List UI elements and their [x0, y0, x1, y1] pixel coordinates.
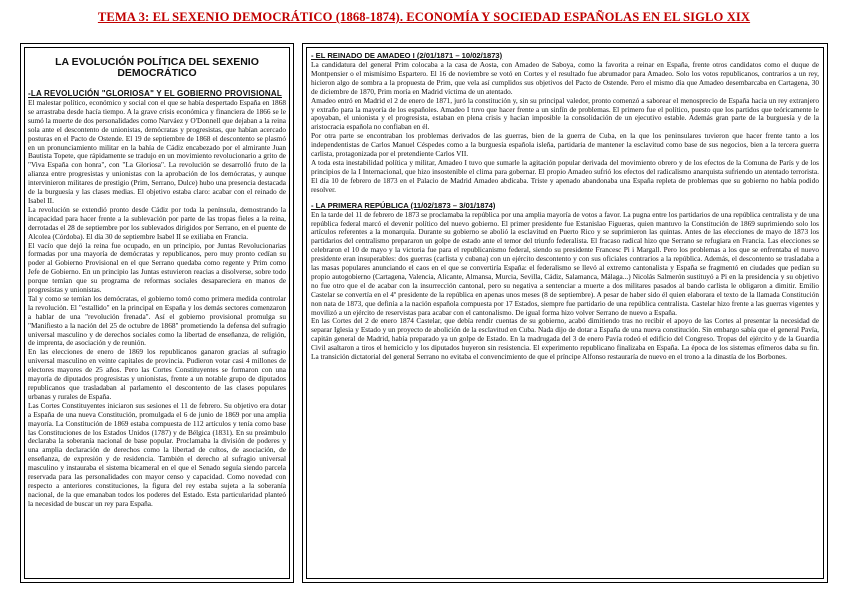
paragraph: La revolución se extendió pronto desde Cádiz por toda la península, demostrando la incapacidad para hacer frente a la sublevación por parte de las tropas fieles a la reina, derrotadas el 28 de septiembre por los sublevados dirigidos por Serrano, en el puente de Alcolea (Córdoba). El día 30 de septiembre Isabel II se exiliaba en Francia. [28, 204, 286, 241]
paragraph: Por otra parte se encontraban los problemas derivados de las guerras, bien de la guerra de Cuba, en la que los peninsulares tuvieron que hacer frente tanto a los independentistas de Carlos Manuel Céspedes como a la burguesía española isleña, partidaria de mantener la esclavitud como base de sus negocios, bien a la tercera guerra carlista, protagonizada por el pretendiente Carlos VII. [311, 131, 819, 159]
paragraph: Las Cortes Constituyentes iniciaron sus sesiones el 11 de febrero. Su objetivo era dotar a España de una nueva Constitución, promulgada el 6 de junio de 1869 por una amplia mayoría. La Constitución de 1869 estaba compuesta de 112 artículos y tenía como base las Constituciones de los Estados Unidos (1787) y de Bélgica (1831). En su preámbulo declaraba la soberanía nacional de base popular. Proclamaba la división de poderes y una amplia declaración de derechos como la libertad de cultos, de asociación, de enseñanza, de expresión y de residencia. También el derecho al sufragio universal masculino y instauraba el sistema bicameral en el que el Senado seguía siendo parcela reservada para las personalidades con mayor censo y capacidad. Como novedad con respecto a anteriores constituciones, la figura del rey estaba sujeta a la soberanía nacional, de la que emanaban todos los poderes del Estado. Esta particularidad planteó la necesidad de buscar un rey para España. [28, 400, 286, 508]
page-title: TEMA 3: EL SEXENIO DEMOCRÁTICO (1868-1874). ECONOMÍA Y SOCIEDAD ESPAÑOLAS EN EL SIGLO XIX [97, 10, 751, 24]
paragraph: Amadeo entró en Madrid el 2 de enero de 1871, juró la constitución y, sin su principal valedor, pronto comenzó a saborear el menosprecio de España hacia un rey extranjero y extraño para la mayoría de los españoles. Amadeo I tuvo que hacer frente a un sinfín de problemas. El primero fue el político, puesto que los partidos que teóricamente le apoyaban, el unionista y el progresista, estaban en plena crisis y hacían imposible la consolidación de un ejecutivo estable. Además gran parte de la burguesía y de la aristocracia española no confiaban en él. [311, 95, 819, 132]
left-column-title: LA EVOLUCIÓN POLÍTICA DEL SEXENIO DEMOCRÁTICO [55, 56, 259, 79]
section-heading-revolucion: -LA REVOLUCIÓN "GLORIOSA" Y EL GOBIERNO PROVISIONAL [28, 89, 282, 98]
paragraph: El malestar político, económico y social con el que se había despertado España en 1868 se arrastraba desde hacía tiempo. A la grave crisis económica y financiera de 1866 se le sumó la muerte de dos personalidades como Narváez y O'Donnell que dejaban a la reina sola ante el descontento de unionistas, demócratas y progresistas, que habían acercado posturas en el Pacto de Ostende. El 19 de septiembre de 1868 el descontento se plasmó en un pronunciamiento militar en la bahía de Cádiz encabezado por el almirante Juan Bautista Topete, que rápidamente se tradujo en un movimiento revolucionario a grito de "Viva España con honra", con "La Gloriosa". La revolución se desarrolló fruto de la alianza entre progresistas y unionistas con la aprobación de los demócratas, y aunque intervinieron militares de prestigio (Prim, Serrano, Dulce) hubo una presencia destacada de la burguesía y las clases medias. El objetivo estaba claro: acabar con el reinado de Isabel II. [28, 98, 286, 205]
paragraph: El vacío que dejó la reina fue ocupado, en un principio, por Juntas Revolucionarias formadas por una mayoría de demócratas y republicanos, pero muy pronto cedían su poder al Gobierno Provisional en el que Serrano quedaba como regente y Prim como Jefe de Gobierno. En un principio las Juntas estuvieron reacias a disolverse, sobre todo porque temían que su programa de reformas sociales desapareciera en manos de progresistas y unionistas. [28, 240, 286, 295]
left-column [20, 43, 294, 583]
paragraph: La candidatura del general Prim colocaba a la casa de Aosta, con Amadeo de Saboya, como la favorita a reinar en España, frente otros candidatos como el duque de Montpensier o el mismísimo Espartero. El 16 de noviembre se votó en Cortes y el resultado fue abrumador para Amadeo. Solo los votos republicanos, contrarios a un rey, hicieron algo de sombra a la propuesta de Prim, que vela así cumplidos sus objetivos del Pacto de Ostende. Pero el mismo día que Amadeo desembarcaba en Cartagena, 30 de diciembre de 1870, Prim moría en Madrid víctima de un atentado. [311, 60, 819, 96]
section-heading-amadeo: - EL REINADO DE AMADEO I (2/01/1871 – 10/02/1873) [311, 51, 503, 60]
paragraph: A toda esta inestabilidad política y militar, Amadeo I tuvo que sumarle la agitación popular derivada del movimiento obrero y de los efectos de la Comuna de París y de los principios de la I Internacional, que hizo insostenible el clima para gobernar. El propio Amadeo sufrió los efectos del radicalismo anarquista sufriendo un atentado terrorista. El día 10 de febrero de 1873 en el Palacio de Madrid Amadeo abdicaba. Triste y apenado abandonaba una España repleta de problemas que su gobierno no había podido resolver. [311, 157, 819, 194]
right-column [302, 43, 828, 583]
paragraph: En la tarde del 11 de febrero de 1873 se proclamaba la república por una amplia mayoría de votos a favor. La pugna entre los partidarios de una república centralista y de una república federal marcó el devenir político del nuevo gobierno. El primer presidente fue Estanislao Figueras, quien mantuvo la Constitución de 1869 suprimiendo solo los artículos referentes a la monarquía. Durante su gobierno se abolió la esclavitud en Puerto Rico y se suprimieron las quintas. Antes de las elecciones de mayo de 1873 los partidarios del centralismo prepararon un golpe de estado ante el temor del triunfo federalista. El fracaso radical hizo que Serrano se refugiara en Francia. Las elecciones se celebraron el 10 de mayo y la victoria fue para el republicanismo federal, siendo su presidente Francesc Pi i Margall. Pero los problemas a los que se enfrentaba el nuevo presidente eran insuperables: dos guerras (carlista y cubana) con un ejército descontento y con sus oficiales contrarios a la república. Además, el descontento se trasladaba a las masas populares anunciando el caos en el que se convertiría España: el federalismo se llevó al extremo cantonalista y España se fragmentó en ciudades que pedían su propio autogobierno (Cartagena, Valencia, Alicante, Almansa, Murcia, Sevilla, Cádiz, Salamanca, Málaga...) Nicolás Salmerón sustituyó a Pi en la presidencia y su objetivo no fue otro que el de acabar con la insurrección cantonal, pero su negativa a sentenciar a muerte a dos militares pasados al bando carlista le obligaron a dimitir. Emilio Castelar se convertía en el 4º presidente de la república en apenas unos meses (8 de septiembre). A pesar de haber sido él quien elaborara el texto de la llamada Constitución non nata de 1873, que definía a la nación española compuesta por 17 Estados, siempre fue partidario de una república centralista. Castelar hizo frente a las guerras vigentes y movilizó a un ejército de reservistas para acabar con el cantonalismo. De igual forma hizo volver Serrano de nuevo a España. [311, 209, 819, 317]
paragraph: Tal y como se temían los demócratas, el gobierno tomó como primera medida controlar la revolución. El "estallido" en la principal en España y los demás sectores comenzaron a hablar de una "revolución frenada". Así el gobierno provisional promulga su "Manifiesto a la nación del 25 de octubre de 1868" prometiendo la defensa del sufragio universal masculino y de derechos sociales como la libertad de enseñanza, de religión, de imprenta, de asociación y de reunión. [28, 293, 286, 348]
section-heading-republica: - LA PRIMERA REPÚBLICA (11/02/1873 – 3/01/1874) [311, 200, 496, 210]
paragraph: En las Cortes del 2 de enero 1874 Castelar, que debía rendir cuentas de su gobierno, acabó dimitiendo tras no recibir el apoyo de las Cortes al presentar la necesidad de separar Iglesia y Estado y un proyecto de abolición de la esclavitud en Cuba. Nada dijo de dotar a España de una nueva constitución. Sin embargo sabía que el general Pavía, capitán general de Madrid, había preparado ya un golpe de Estado. En la madrugada del 3 de enero Pavía rodeó el edificio del Congreso. Tropas del ejército y de la Guardia Civil asaltaron a tiros el hemiciclo y los diputados huyeron sin resistencia. El experimento republicano finalizaba en España. La época de los sistemas efímeros daba su fin. La transición dictatorial del general Serrano no evitaba el convencimiento de que el príncipe Alfonso restauraría de nuevo en el trono a la dinastía de los Borbones. [311, 316, 819, 362]
paragraph: En las elecciones de enero de 1869 los republicanos ganaron gracias al sufragio universal masculino en veinte capitales de provincia. Pudieron votar casi 4 millones de electores mayores de 25 años. Pero las Cortes Constituyentes se formaron con una mayoría de diputados progresistas y unionistas, frente a un notable grupo de diputados republicanos que trasladaban al parlamento el descontento de las clases populares urbanas y rurales de España. [28, 347, 286, 401]
